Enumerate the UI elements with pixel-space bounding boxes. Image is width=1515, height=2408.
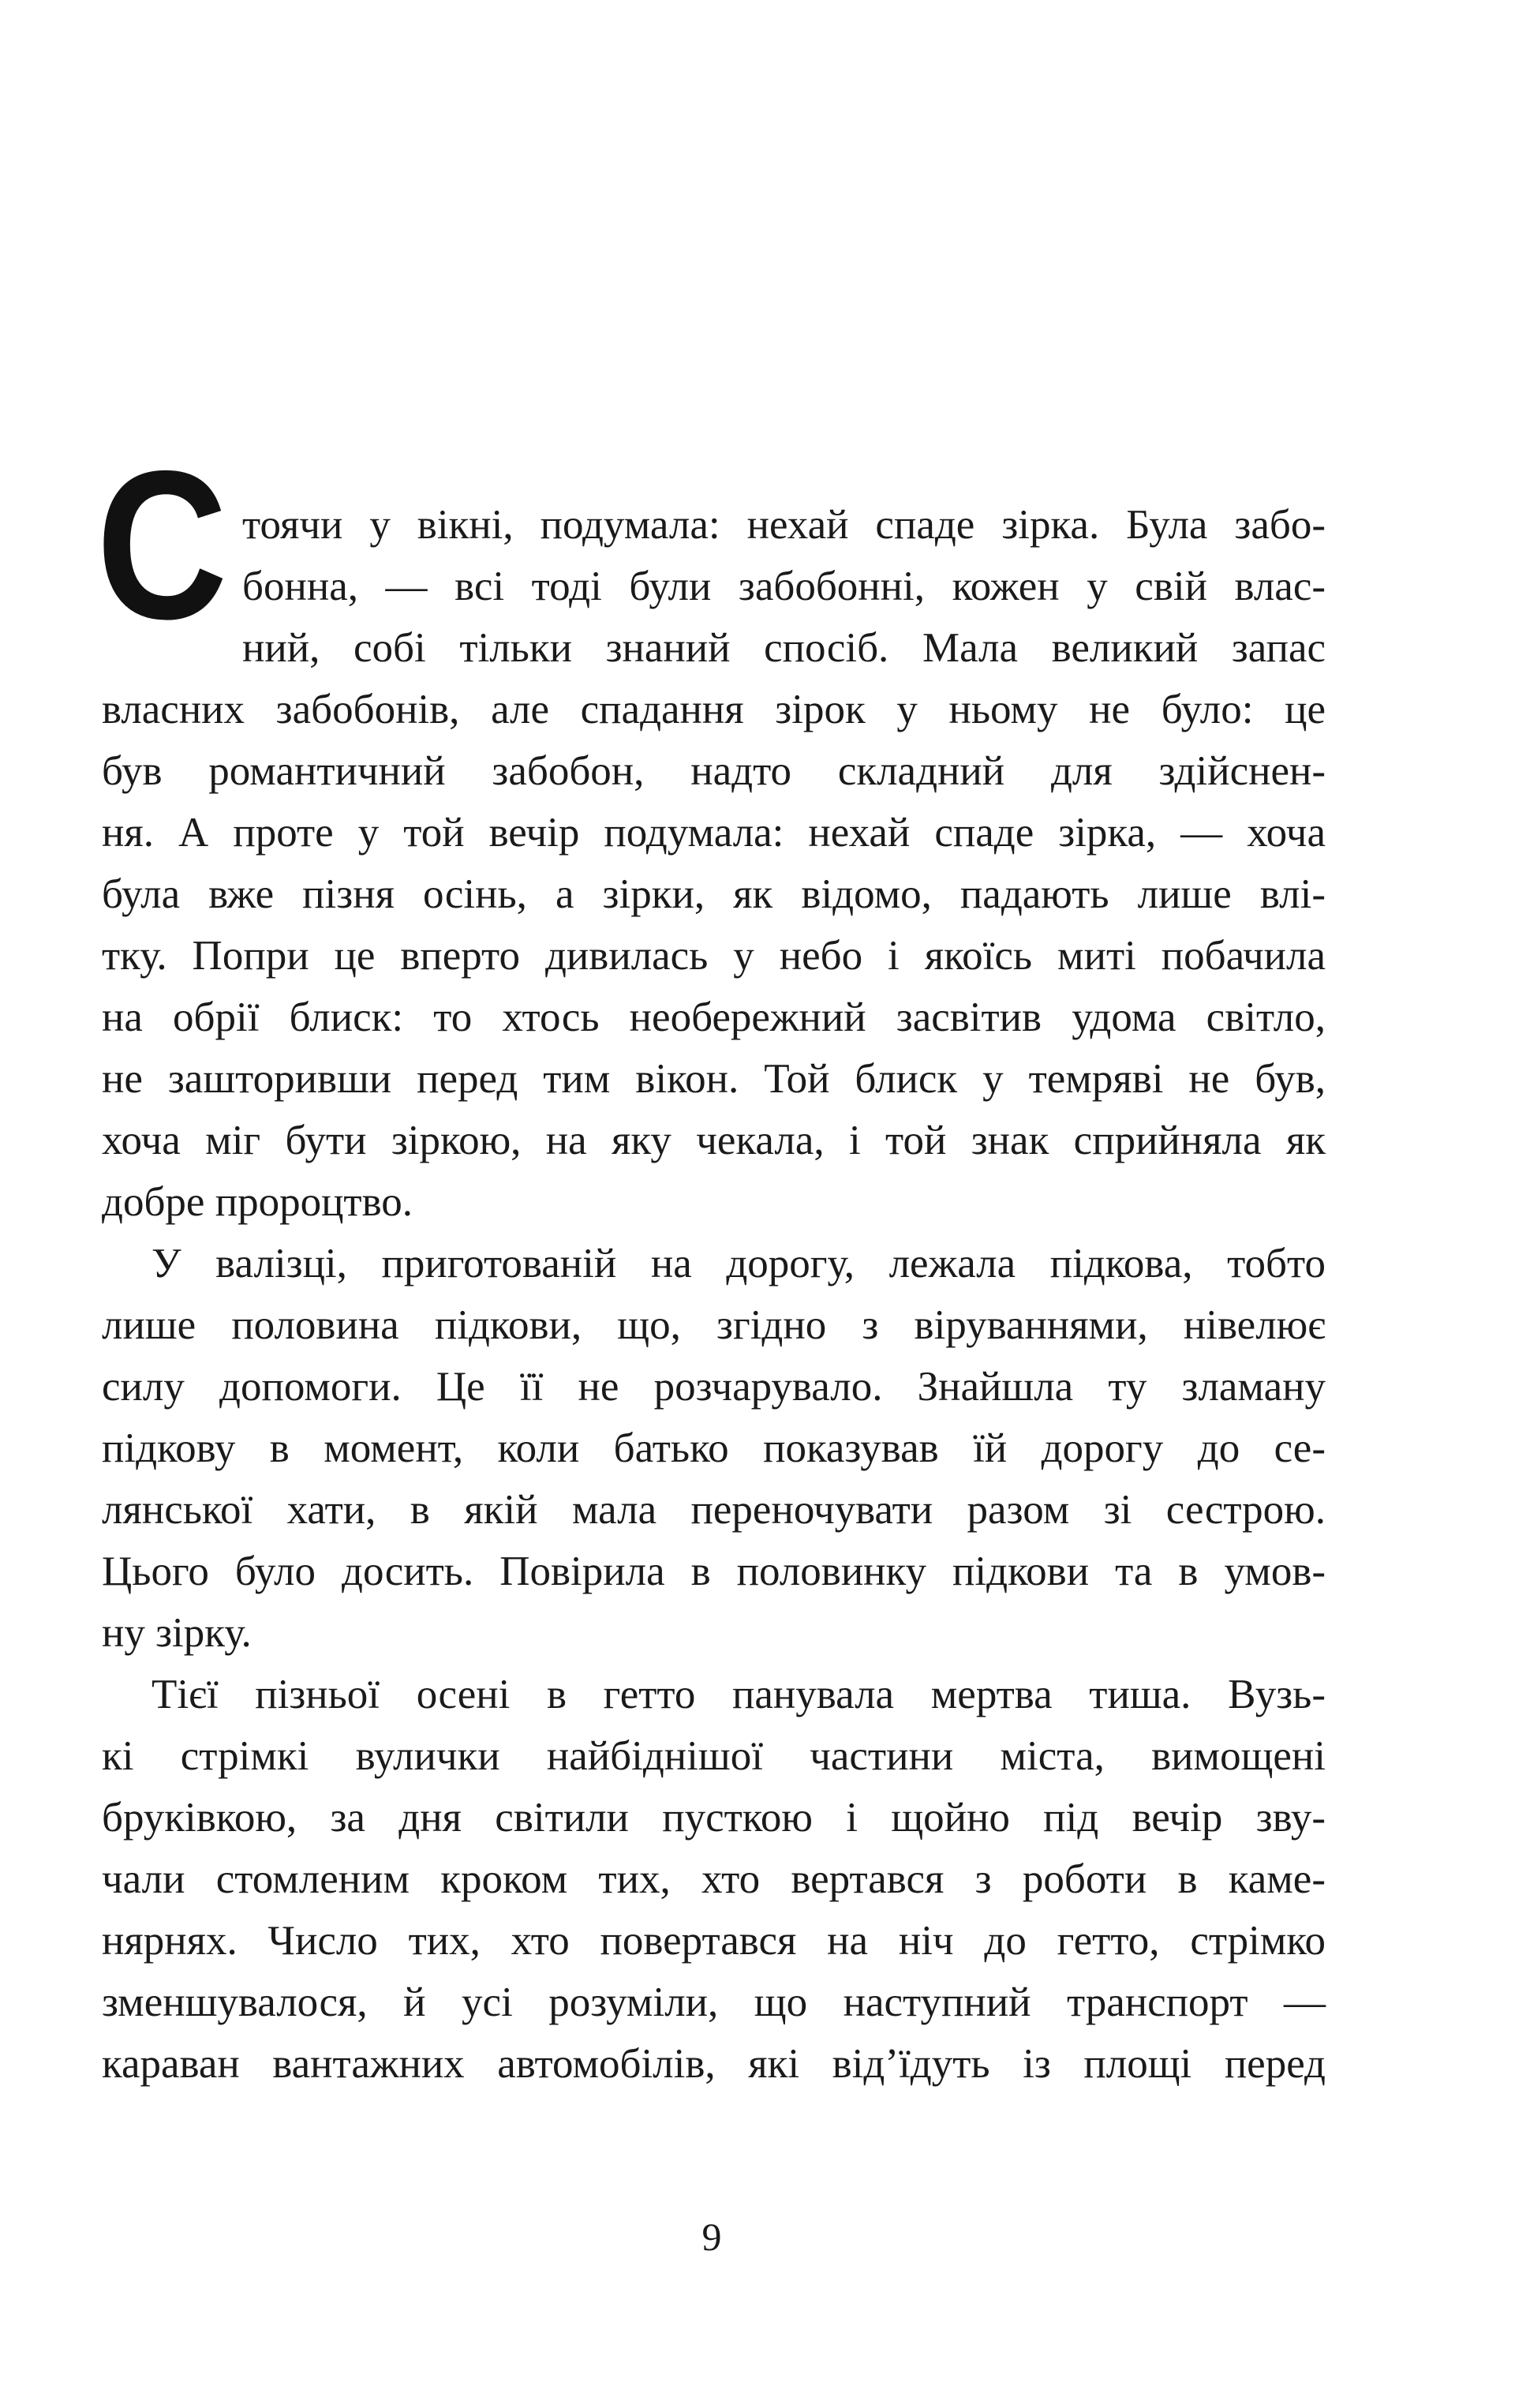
text-line: не зашторивши перед тим вікон. Той блиск у темряві не був, xyxy=(102,1056,1326,1102)
text-line: силу допомоги. Це її не розчарувало. Знайшла ту зламану xyxy=(102,1364,1326,1410)
text-line: на обрії блиск: то хтось необережний засвітив удома світло, xyxy=(102,994,1326,1040)
page-number: 9 xyxy=(701,2215,722,2259)
text-line: лянської хати, в якій мала переночувати разом зі сестрою. xyxy=(102,1487,1326,1533)
text-line: ний, собі тільки знаний спосіб. Мала великий запас xyxy=(242,625,1326,671)
text-line: Цього було досить. Повірила в половинку підкови та в умов- xyxy=(102,1549,1326,1594)
text-line: тку. Попри це вперто дивилась у небо і якоїсь миті побачила xyxy=(102,933,1326,979)
text-line: зменшувалося, й усі розуміли, що наступний транспорт — xyxy=(102,1979,1326,2025)
text-line: ня. А проте у той вечір подумала: нехай спаде зірка, — хоча xyxy=(102,810,1326,856)
text-line: був романтичний забобон, надто складний для здійснен- xyxy=(102,748,1326,794)
text-line: кі стрімкі вулички найбіднішої частини міста, вимощені xyxy=(102,1733,1326,1779)
text-line: підкову в момент, коли батько показував їй дорогу до се- xyxy=(102,1425,1326,1471)
text-line: ну зірку. xyxy=(102,1610,252,1656)
text-line: У валізці, приготованій на дорогу, лежала підкова, тобто xyxy=(152,1241,1326,1286)
text-line: була вже пізня осінь, а зірки, як відомо, падають лише влі- xyxy=(102,871,1326,917)
text-line: добре пророцтво. xyxy=(102,1179,413,1225)
text-line: чали стомленим кроком тих, хто вертався з роботи в каме- xyxy=(102,1856,1326,1902)
text-line: Тієї пізньої осені в гетто панувала мертва тиша. Вузь- xyxy=(152,1672,1326,1717)
text-line: караван вантажних автомобілів, які від’їдуть із площі перед xyxy=(102,2041,1326,2087)
text-line: хоча міг бути зіркою, на яку чекала, і той знак сприйняла як xyxy=(102,1118,1326,1163)
text-line: бруківкою, за дня світили пусткою і щойно під вечір зву- xyxy=(102,1795,1326,1841)
body-text xyxy=(102,494,1326,2095)
text-line: бонна, — всі тоді були забобонні, кожен у свій влас- xyxy=(242,564,1326,609)
drop-cap: С xyxy=(96,426,228,663)
text-line: тоячи у вікні, подумала: нехай спаде зірка. Була забо- xyxy=(242,502,1326,548)
text-line: нярнях. Число тих, хто повертався на ніч до гетто, стрімко xyxy=(102,1918,1326,1964)
text-line: власних забобонів, але спадання зірок у ньому не було: це xyxy=(102,687,1326,732)
text-line: лише половина підкови, що, згідно з віруваннями, нівелює xyxy=(102,1302,1326,1348)
